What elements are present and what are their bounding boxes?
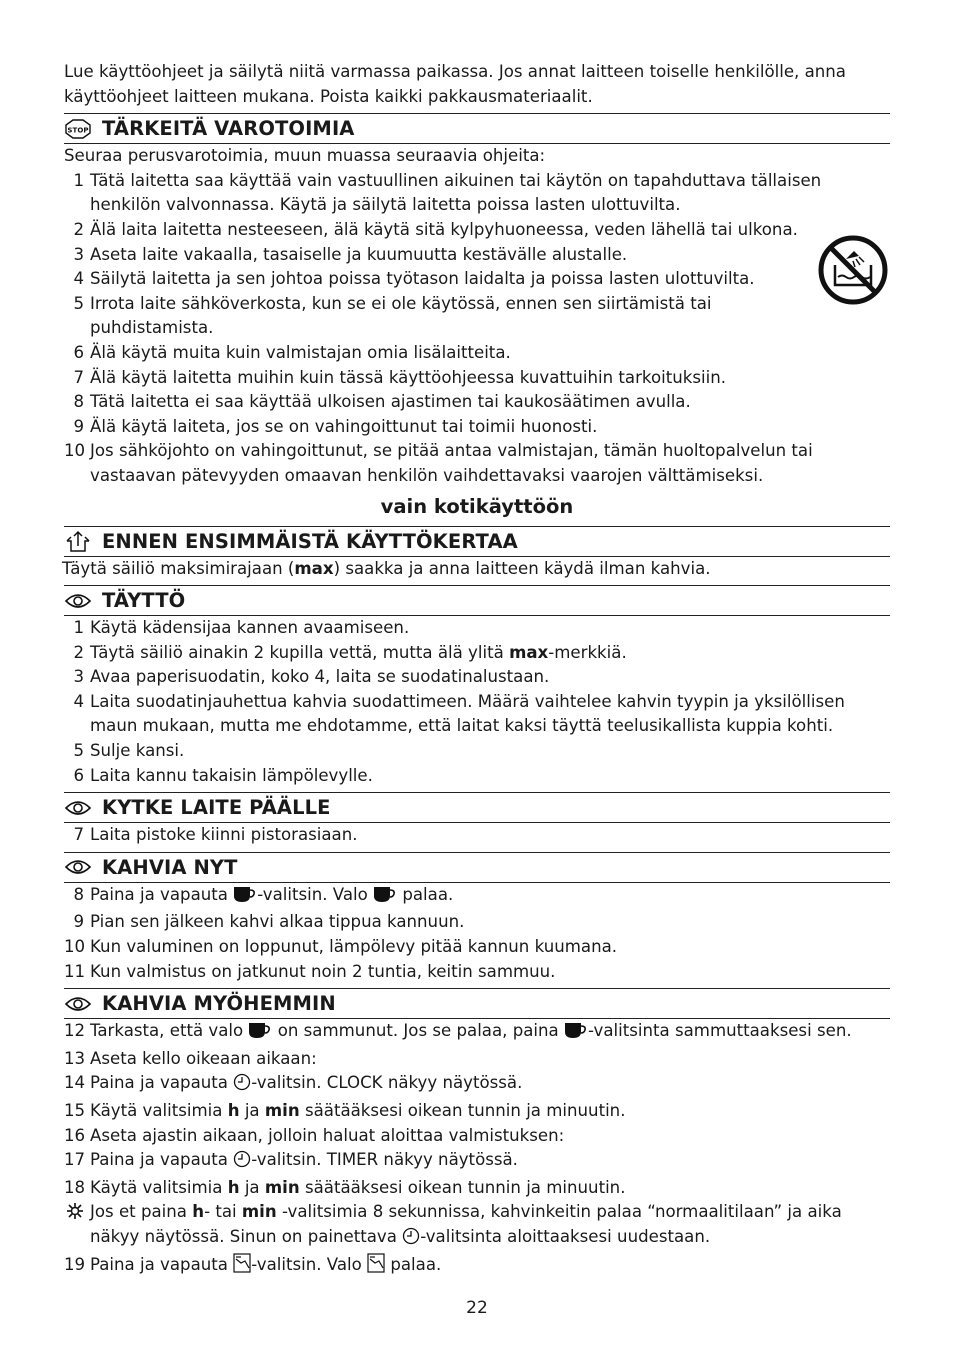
list-item: 10 Jos sähköjohto on vahingoittunut, se pitää antaa valmistajan, tämän huoltopalvelun tai vastaavan pätevyyden omaavan henkilön vaihdettavaksi vaarojen välttämiseksi.: [64, 441, 813, 485]
first-use-title: ENNEN ENSIMMÄISTÄ KÄYTTÖKERTAA: [102, 529, 518, 553]
list-item: 19 Paina ja vapauta -valitsin. Valo palaa.: [64, 1253, 890, 1281]
manual-page: [64, 60, 890, 1280]
stop-sign-text: STOP: [67, 126, 89, 135]
list-item: 12 Tarkasta, että valo on sammunut. Jos se palaa, paina -valitsinta sammuttaaksesi sen.: [64, 1019, 890, 1047]
coffee-later-heading: [64, 988, 890, 1019]
first-use-heading: [64, 526, 890, 557]
list-item: 5 Sulje kansi.: [73, 741, 185, 761]
list-item: 8 Paina ja vapauta -valitsin. Valo palaa.: [64, 883, 890, 911]
cup-icon: [248, 1021, 272, 1047]
filling-list: [64, 616, 890, 788]
list-item: 10 Kun valuminen on loppunut, lämpölevy pitää kannun kuumana.: [64, 937, 618, 957]
list-item: 17 Paina ja vapauta -valitsin. TIMER näkyy näytössä.: [64, 1148, 890, 1176]
cup-icon: [373, 885, 397, 911]
note-item: Jos et paina h- tai min -valitsimia 8 sekunnissa, kahvinkeitin palaa “normaalitilaan” ja aika näkyy näytössä. Sinun on painettava -valitsinta aloittaaksesi uudestaan.: [64, 1200, 890, 1252]
eye-icon: [64, 590, 92, 612]
timer-icon: [233, 1253, 251, 1281]
list-item: 2 Älä laita laitetta nesteeseen, älä käytä sitä kylpyhuoneessa, veden lähellä tai ulkona.: [73, 219, 798, 239]
list-item: 14 Paina ja vapauta -valitsin. CLOCK näkyy näytössä.: [64, 1071, 890, 1099]
safety-lead: Seuraa perusvarotoimia, muun muassa seuraavia ohjeita:: [64, 146, 546, 166]
filling-heading: [64, 585, 890, 616]
list-item: 6 Älä käytä muita kuin valmistajan omia lisälaitteita.: [73, 342, 511, 362]
list-item: 7 Laita pistoke kiinni pistorasiaan.: [73, 825, 358, 845]
list-item: 7 Älä käytä laitetta muihin kuin tässä käyttöohjeessa kuvattuihin tarkoituksiin.: [73, 367, 726, 387]
clock-icon: [402, 1227, 420, 1253]
filling-title: TÄYTTÖ: [102, 589, 186, 613]
safety-heading: [64, 113, 890, 144]
eye-icon: [64, 856, 92, 878]
timer-icon: [367, 1253, 385, 1281]
list-item: 5 Irrota laite sähköverkosta, kun se ei ole käytössä, ennen sen siirtämistä tai puhdistamista.: [73, 293, 712, 338]
safety-list: [64, 169, 890, 489]
eye-icon: [64, 993, 92, 1015]
list-item: 13 Aseta kello oikeaan aikaan:: [64, 1048, 317, 1068]
list-item: 1 Tätä laitetta saa käyttää vain vastuullinen aikuinen tai käytön on tapahduttava tällaisen henkilön valvonnassa. Käytä ja säilytä laitetta poissa lasten ulottuvilta.: [73, 170, 822, 215]
list-item: 3 Aseta laite vakaalla, tasaiselle ja kuumuutta kestävälle alustalle.: [73, 244, 628, 264]
no-water-warning-icon: [818, 235, 888, 305]
first-use-icon: [64, 530, 92, 552]
list-item: 11 Kun valmistus on jatkunut noin 2 tuntia, keitin sammuu.: [64, 961, 556, 981]
coffee-now-list: [64, 883, 890, 984]
burst-icon: [64, 1200, 84, 1252]
clock-icon: [233, 1150, 251, 1176]
switch-on-heading: [64, 792, 890, 823]
first-use-text: Täytä säiliö maksimirajaan (max) saakka ja anna laitteen käydä ilman kahvia.: [62, 558, 711, 578]
intro-text: Lue käyttöohjeet ja säilytä niitä varmassa paikassa. Jos annat laitteen toiselle henkilölle, anna käyttöohjeet laitteen mukana. Poista kaikki pakkausmateriaalit.: [64, 62, 846, 106]
list-item: 4 Laita suodatinjauhettua kahvia suodattimeen. Määrä vaihtelee kahvin tyypin ja yksilöllisen maun mukaan, mutta me ehdotamme, että laitat kaksi täyttä teelusikallista kuppia kohti.: [73, 691, 845, 736]
list-item: 4 Säilytä laitetta ja sen johtoa poissa työtason laidalta ja poissa lasten ulottuvilta.: [73, 269, 755, 289]
stop-sign-icon: [64, 118, 92, 140]
clock-icon: [233, 1073, 251, 1099]
household-use-note: vain kotikäyttöön: [380, 494, 574, 518]
cup-icon: [564, 1021, 588, 1047]
list-item: 9 Älä käytä laiteta, jos se on vahingoittunut tai toimii huonosti.: [73, 416, 598, 436]
eye-icon: [64, 797, 92, 819]
cup-icon: [233, 885, 257, 911]
list-item: 2 Täytä säiliö ainakin 2 kupilla vettä, mutta älä ylitä max-merkkiä.: [73, 642, 627, 662]
list-item: 1 Käytä kädensijaa kannen avaamiseen.: [73, 618, 410, 638]
list-item: 3 Avaa paperisuodatin, koko 4, laita se suodatinalustaan.: [73, 667, 550, 687]
coffee-later-title: KAHVIA MYÖHEMMIN: [102, 992, 336, 1016]
coffee-later-list: [64, 1019, 890, 1280]
safety-title: TÄRKEITÄ VAROTOIMIA: [102, 117, 355, 141]
coffee-now-heading: [64, 852, 890, 883]
list-item: 18 Käytä valitsimia h ja min säätääksesi oikean tunnin ja minuutin.: [64, 1177, 626, 1197]
page-number: 22: [466, 1298, 488, 1318]
list-item: 9 Pian sen jälkeen kahvi alkaa tippua kannuun.: [73, 912, 465, 932]
list-item: 16 Aseta ajastin aikaan, jolloin haluat aloittaa valmistuksen:: [64, 1125, 565, 1145]
list-item: 6 Laita kannu takaisin lämpölevylle.: [73, 765, 373, 785]
coffee-now-title: KAHVIA NYT: [102, 855, 238, 879]
list-item: 15 Käytä valitsimia h ja min säätääksesi oikean tunnin ja minuutin.: [64, 1101, 626, 1120]
list-item: 8 Tätä laitetta ei saa käyttää ulkoisen ajastimen tai kaukosäätimen avulla.: [73, 392, 691, 412]
switch-on-title: KYTKE LAITE PÄÄLLE: [102, 796, 331, 820]
